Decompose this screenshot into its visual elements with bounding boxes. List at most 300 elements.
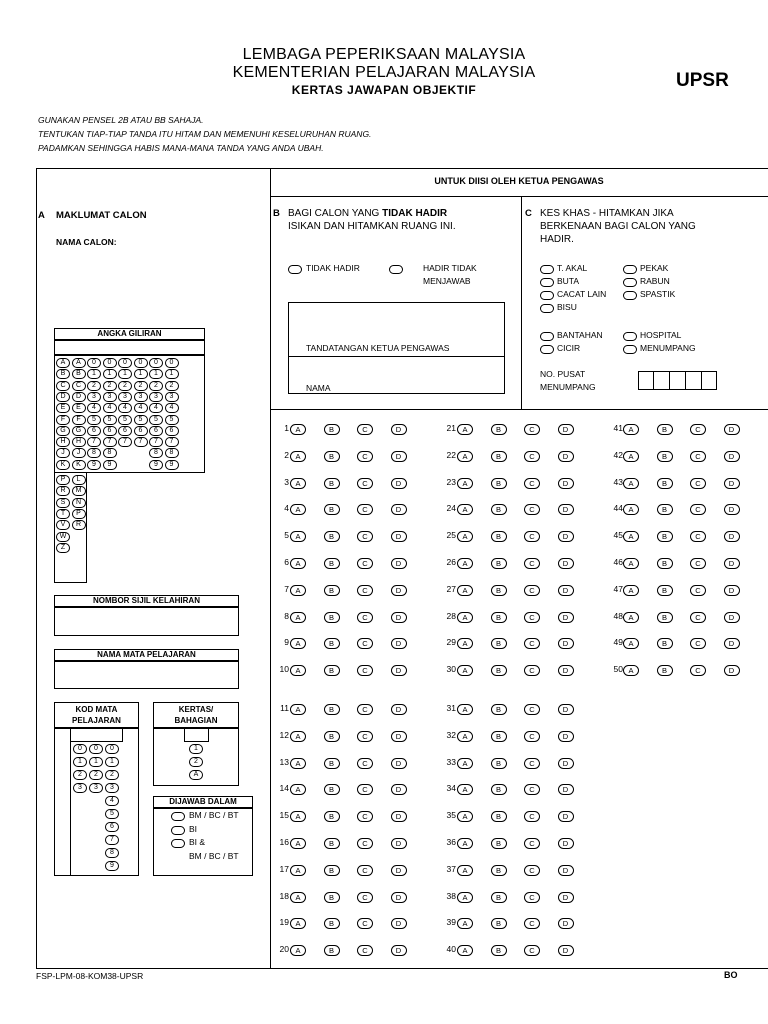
kes-khas-bubble[interactable] [623, 278, 637, 287]
giliran-bubble[interactable]: C [56, 381, 70, 391]
kes-khas-bubble[interactable] [540, 345, 554, 354]
giliran-bubble[interactable]: 9 [103, 460, 117, 470]
answer-bubble-a[interactable]: A [290, 478, 306, 489]
answer-bubble-c[interactable]: C [357, 784, 373, 795]
answer-bubble-b[interactable]: B [491, 811, 507, 822]
kod-mata-bubble[interactable]: 1 [73, 757, 87, 767]
giliran-bubble[interactable]: 1 [165, 369, 179, 379]
answer-bubble-b[interactable]: B [324, 638, 340, 649]
answer-bubble-a[interactable]: A [457, 451, 473, 462]
answer-bubble-b[interactable]: B [491, 424, 507, 435]
kertas-bubble-2[interactable]: 2 [189, 757, 203, 767]
answer-bubble-d[interactable]: D [724, 504, 740, 515]
giliran-bubble[interactable]: 3 [134, 392, 148, 402]
kod-mata-bubble[interactable]: 2 [105, 770, 119, 780]
answer-bubble-b[interactable]: B [324, 758, 340, 769]
giliran-bubble[interactable]: Z [56, 543, 70, 553]
answer-bubble-c[interactable]: C [524, 892, 540, 903]
answer-bubble-c[interactable]: C [524, 838, 540, 849]
giliran-bubble[interactable]: 7 [87, 437, 101, 447]
answer-bubble-a[interactable]: A [290, 638, 306, 649]
giliran-bubble[interactable]: 6 [165, 426, 179, 436]
answer-bubble-d[interactable]: D [558, 784, 574, 795]
answer-bubble-d[interactable]: D [724, 531, 740, 542]
answer-bubble-c[interactable]: C [357, 585, 373, 596]
answer-bubble-c[interactable]: C [357, 838, 373, 849]
answer-bubble-b[interactable]: B [491, 612, 507, 623]
answer-bubble-d[interactable]: D [391, 424, 407, 435]
answer-bubble-c[interactable]: C [524, 504, 540, 515]
answer-bubble-c[interactable]: C [357, 558, 373, 569]
giliran-bubble[interactable]: R [72, 520, 86, 530]
giliran-bubble[interactable]: G [72, 426, 86, 436]
tidak-hadir-bubble[interactable] [288, 265, 302, 274]
answer-bubble-c[interactable]: C [524, 811, 540, 822]
dijawab-bi-bm-bubble[interactable] [171, 839, 185, 848]
answer-bubble-d[interactable]: D [724, 665, 740, 676]
giliran-bubble[interactable]: 2 [87, 381, 101, 391]
answer-bubble-d[interactable]: D [558, 811, 574, 822]
answer-bubble-a[interactable]: A [457, 531, 473, 542]
answer-bubble-c[interactable]: C [524, 585, 540, 596]
answer-bubble-a[interactable]: A [457, 892, 473, 903]
answer-bubble-b[interactable]: B [491, 892, 507, 903]
answer-bubble-b[interactable]: B [324, 665, 340, 676]
answer-bubble-c[interactable]: C [524, 665, 540, 676]
answer-bubble-c[interactable]: C [524, 865, 540, 876]
kod-mata-bubble[interactable]: 0 [73, 744, 87, 754]
kes-khas-bubble[interactable] [623, 332, 637, 341]
giliran-bubble[interactable]: 0 [103, 358, 117, 368]
answer-bubble-b[interactable]: B [324, 811, 340, 822]
kod-mata-bubble[interactable]: 5 [105, 809, 119, 819]
kod-mata-bubble[interactable]: 1 [105, 757, 119, 767]
giliran-bubble[interactable]: 3 [165, 392, 179, 402]
answer-bubble-b[interactable]: B [324, 892, 340, 903]
giliran-bubble[interactable]: J [72, 448, 86, 458]
giliran-bubble[interactable]: W [56, 532, 70, 542]
answer-bubble-a[interactable]: A [290, 892, 306, 903]
answer-bubble-c[interactable]: C [357, 665, 373, 676]
answer-bubble-d[interactable]: D [558, 638, 574, 649]
answer-bubble-b[interactable]: B [491, 478, 507, 489]
answer-bubble-c[interactable]: C [357, 758, 373, 769]
answer-bubble-c[interactable]: C [524, 638, 540, 649]
giliran-bubble[interactable]: 5 [149, 415, 163, 425]
kod-mata-bubble[interactable]: 2 [89, 770, 103, 780]
answer-bubble-c[interactable]: C [357, 451, 373, 462]
answer-bubble-b[interactable]: B [491, 665, 507, 676]
kes-khas-bubble[interactable] [540, 278, 554, 287]
answer-bubble-a[interactable]: A [457, 838, 473, 849]
giliran-bubble[interactable]: T [56, 509, 70, 519]
answer-bubble-a[interactable]: A [290, 838, 306, 849]
answer-bubble-b[interactable]: B [491, 838, 507, 849]
answer-bubble-a[interactable]: A [290, 558, 306, 569]
giliran-bubble[interactable]: S [56, 498, 70, 508]
giliran-bubble[interactable]: A [56, 358, 70, 368]
giliran-bubble[interactable]: N [72, 498, 86, 508]
answer-bubble-d[interactable]: D [558, 731, 574, 742]
kes-khas-bubble[interactable] [540, 291, 554, 300]
giliran-bubble[interactable]: 3 [87, 392, 101, 402]
answer-bubble-d[interactable]: D [558, 424, 574, 435]
answer-bubble-d[interactable]: D [391, 638, 407, 649]
answer-bubble-b[interactable]: B [491, 504, 507, 515]
answer-bubble-a[interactable]: A [290, 531, 306, 542]
answer-bubble-c[interactable]: C [690, 504, 706, 515]
answer-bubble-b[interactable]: B [491, 558, 507, 569]
answer-bubble-d[interactable]: D [558, 558, 574, 569]
answer-bubble-a[interactable]: A [457, 784, 473, 795]
giliran-bubble[interactable]: H [56, 437, 70, 447]
answer-bubble-c[interactable]: C [690, 665, 706, 676]
answer-bubble-a[interactable]: A [623, 665, 639, 676]
answer-bubble-b[interactable]: B [491, 731, 507, 742]
giliran-bubble[interactable]: 6 [118, 426, 132, 436]
giliran-bubble[interactable]: 1 [149, 369, 163, 379]
answer-bubble-a[interactable]: A [290, 424, 306, 435]
answer-bubble-d[interactable]: D [558, 504, 574, 515]
answer-bubble-d[interactable]: D [391, 945, 407, 956]
answer-bubble-c[interactable]: C [357, 865, 373, 876]
giliran-bubble[interactable]: B [56, 369, 70, 379]
answer-bubble-c[interactable]: C [524, 424, 540, 435]
giliran-bubble[interactable]: 5 [134, 415, 148, 425]
giliran-bubble[interactable]: 8 [165, 448, 179, 458]
answer-bubble-a[interactable]: A [290, 865, 306, 876]
giliran-bubble[interactable]: 6 [87, 426, 101, 436]
kod-mata-bubble[interactable]: 0 [105, 744, 119, 754]
answer-bubble-c[interactable]: C [690, 612, 706, 623]
dijawab-bm-bubble[interactable] [171, 812, 185, 821]
nama-mata-field[interactable] [54, 661, 239, 689]
giliran-bubble[interactable]: 8 [103, 448, 117, 458]
giliran-bubble[interactable]: A [72, 358, 86, 368]
kes-khas-bubble[interactable] [540, 304, 554, 313]
answer-bubble-a[interactable]: A [457, 478, 473, 489]
answer-bubble-c[interactable]: C [690, 585, 706, 596]
giliran-bubble[interactable]: 1 [87, 369, 101, 379]
answer-bubble-b[interactable]: B [491, 945, 507, 956]
answer-bubble-b[interactable]: B [324, 838, 340, 849]
giliran-bubble[interactable]: 8 [87, 448, 101, 458]
answer-bubble-b[interactable]: B [657, 531, 673, 542]
answer-bubble-a[interactable]: A [457, 811, 473, 822]
answer-bubble-a[interactable]: A [290, 731, 306, 742]
kod-mata-bubble[interactable]: 0 [89, 744, 103, 754]
answer-bubble-b[interactable]: B [324, 704, 340, 715]
giliran-bubble[interactable]: 2 [134, 381, 148, 391]
answer-bubble-d[interactable]: D [391, 531, 407, 542]
answer-bubble-c[interactable]: C [524, 784, 540, 795]
giliran-bubble[interactable]: 2 [103, 381, 117, 391]
kes-khas-bubble[interactable] [540, 265, 554, 274]
kes-khas-bubble[interactable] [623, 265, 637, 274]
answer-bubble-d[interactable]: D [724, 638, 740, 649]
answer-bubble-b[interactable]: B [491, 918, 507, 929]
answer-bubble-a[interactable]: A [290, 612, 306, 623]
answer-bubble-a[interactable]: A [623, 558, 639, 569]
answer-bubble-b[interactable]: B [491, 638, 507, 649]
giliran-bubble[interactable]: E [56, 403, 70, 413]
answer-bubble-b[interactable]: B [324, 731, 340, 742]
answer-bubble-d[interactable]: D [391, 838, 407, 849]
answer-bubble-a[interactable]: A [457, 704, 473, 715]
giliran-bubble[interactable]: 4 [87, 403, 101, 413]
kes-khas-bubble[interactable] [540, 332, 554, 341]
answer-bubble-b[interactable]: B [657, 585, 673, 596]
giliran-bubble[interactable]: 4 [118, 403, 132, 413]
giliran-bubble[interactable]: 4 [103, 403, 117, 413]
answer-bubble-d[interactable]: D [391, 612, 407, 623]
answer-bubble-c[interactable]: C [357, 945, 373, 956]
answer-bubble-d[interactable]: D [558, 758, 574, 769]
answer-bubble-c[interactable]: C [524, 945, 540, 956]
answer-bubble-d[interactable]: D [558, 892, 574, 903]
giliran-bubble[interactable]: K [72, 460, 86, 470]
giliran-bubble[interactable]: 7 [134, 437, 148, 447]
giliran-bubble[interactable]: 2 [165, 381, 179, 391]
kod-mata-bubble[interactable]: 2 [73, 770, 87, 780]
giliran-bubble[interactable]: 2 [118, 381, 132, 391]
answer-bubble-d[interactable]: D [724, 558, 740, 569]
answer-bubble-a[interactable]: A [457, 585, 473, 596]
giliran-bubble[interactable]: 0 [87, 358, 101, 368]
giliran-bubble[interactable]: 3 [149, 392, 163, 402]
giliran-bubble[interactable]: G [56, 426, 70, 436]
answer-bubble-d[interactable]: D [724, 612, 740, 623]
kertas-bubble-a[interactable]: A [189, 770, 203, 780]
kod-mata-entry[interactable] [70, 728, 123, 742]
giliran-bubble[interactable]: 6 [134, 426, 148, 436]
giliran-bubble[interactable]: 5 [165, 415, 179, 425]
giliran-bubble[interactable]: V [56, 520, 70, 530]
answer-bubble-a[interactable]: A [290, 704, 306, 715]
answer-bubble-d[interactable]: D [391, 504, 407, 515]
answer-bubble-b[interactable]: B [491, 531, 507, 542]
answer-bubble-d[interactable]: D [391, 558, 407, 569]
giliran-bubble[interactable]: M [72, 486, 86, 496]
no-pusat-field[interactable] [638, 371, 717, 390]
answer-bubble-a[interactable]: A [623, 424, 639, 435]
answer-bubble-c[interactable]: C [357, 811, 373, 822]
giliran-bubble[interactable]: J [56, 448, 70, 458]
answer-bubble-a[interactable]: A [290, 811, 306, 822]
giliran-bubble[interactable]: 3 [118, 392, 132, 402]
answer-bubble-b[interactable]: B [657, 665, 673, 676]
kes-khas-bubble[interactable] [623, 345, 637, 354]
kod-mata-bubble[interactable]: 8 [105, 848, 119, 858]
giliran-bubble[interactable]: 0 [165, 358, 179, 368]
answer-bubble-b[interactable]: B [657, 638, 673, 649]
answer-bubble-a[interactable]: A [623, 638, 639, 649]
answer-bubble-c[interactable]: C [357, 424, 373, 435]
answer-bubble-d[interactable]: D [391, 865, 407, 876]
kod-mata-bubble[interactable]: 7 [105, 835, 119, 845]
answer-bubble-c[interactable]: C [690, 638, 706, 649]
answer-bubble-a[interactable]: A [623, 585, 639, 596]
answer-bubble-c[interactable]: C [357, 918, 373, 929]
giliran-bubble[interactable]: F [72, 415, 86, 425]
dijawab-bi-bubble[interactable] [171, 826, 185, 835]
answer-bubble-b[interactable]: B [657, 424, 673, 435]
giliran-bubble[interactable]: L [72, 475, 86, 485]
kertas-bubble-1[interactable]: 1 [189, 744, 203, 754]
giliran-bubble[interactable]: 9 [87, 460, 101, 470]
giliran-bubble[interactable]: 0 [134, 358, 148, 368]
giliran-bubble[interactable]: D [56, 392, 70, 402]
answer-bubble-a[interactable]: A [457, 558, 473, 569]
giliran-bubble[interactable]: E [72, 403, 86, 413]
answer-bubble-d[interactable]: D [391, 811, 407, 822]
answer-bubble-b[interactable]: B [324, 424, 340, 435]
answer-bubble-d[interactable]: D [558, 918, 574, 929]
giliran-bubble[interactable]: 5 [87, 415, 101, 425]
answer-bubble-a[interactable]: A [457, 665, 473, 676]
answer-bubble-c[interactable]: C [690, 531, 706, 542]
answer-bubble-c[interactable]: C [524, 731, 540, 742]
kod-mata-bubble[interactable]: 3 [73, 783, 87, 793]
answer-bubble-d[interactable]: D [558, 451, 574, 462]
kod-mata-bubble[interactable]: 4 [105, 796, 119, 806]
giliran-bubble[interactable]: H [72, 437, 86, 447]
giliran-bubble[interactable]: 7 [118, 437, 132, 447]
answer-bubble-b[interactable]: B [491, 704, 507, 715]
giliran-bubble[interactable]: B [72, 369, 86, 379]
answer-bubble-d[interactable]: D [391, 704, 407, 715]
answer-bubble-b[interactable]: B [491, 451, 507, 462]
answer-bubble-b[interactable]: B [324, 612, 340, 623]
answer-bubble-d[interactable]: D [391, 731, 407, 742]
kod-mata-bubble[interactable]: 3 [105, 783, 119, 793]
answer-bubble-b[interactable]: B [324, 451, 340, 462]
answer-bubble-c[interactable]: C [357, 504, 373, 515]
answer-bubble-b[interactable]: B [324, 478, 340, 489]
answer-bubble-a[interactable]: A [457, 731, 473, 742]
giliran-bubble[interactable]: 4 [134, 403, 148, 413]
answer-bubble-a[interactable]: A [290, 945, 306, 956]
answer-bubble-a[interactable]: A [457, 638, 473, 649]
answer-bubble-a[interactable]: A [623, 478, 639, 489]
answer-bubble-a[interactable]: A [457, 504, 473, 515]
giliran-bubble[interactable]: 1 [134, 369, 148, 379]
answer-bubble-d[interactable]: D [558, 478, 574, 489]
kes-khas-bubble[interactable] [623, 291, 637, 300]
giliran-bubble[interactable]: 0 [118, 358, 132, 368]
answer-bubble-d[interactable]: D [558, 612, 574, 623]
giliran-bubble[interactable]: 5 [118, 415, 132, 425]
answer-bubble-d[interactable]: D [724, 478, 740, 489]
answer-bubble-b[interactable]: B [324, 784, 340, 795]
answer-bubble-a[interactable]: A [457, 918, 473, 929]
giliran-bubble[interactable]: 2 [149, 381, 163, 391]
answer-bubble-b[interactable]: B [324, 865, 340, 876]
giliran-bubble[interactable]: 6 [149, 426, 163, 436]
answer-bubble-d[interactable]: D [724, 424, 740, 435]
answer-bubble-b[interactable]: B [324, 558, 340, 569]
answer-bubble-a[interactable]: A [457, 424, 473, 435]
answer-bubble-a[interactable]: A [290, 758, 306, 769]
answer-bubble-a[interactable]: A [457, 865, 473, 876]
giliran-bubble[interactable]: F [56, 415, 70, 425]
answer-bubble-c[interactable]: C [524, 478, 540, 489]
answer-bubble-d[interactable]: D [558, 531, 574, 542]
answer-bubble-a[interactable]: A [623, 504, 639, 515]
giliran-bubble[interactable]: 6 [103, 426, 117, 436]
giliran-bubble[interactable]: 1 [118, 369, 132, 379]
hadir-tidak-menjawab-bubble[interactable] [389, 265, 403, 274]
answer-bubble-b[interactable]: B [491, 758, 507, 769]
answer-bubble-c[interactable]: C [357, 704, 373, 715]
answer-bubble-d[interactable]: D [724, 451, 740, 462]
answer-bubble-c[interactable]: C [690, 558, 706, 569]
answer-bubble-c[interactable]: C [524, 704, 540, 715]
angka-giliran-entry[interactable] [54, 340, 205, 355]
giliran-bubble[interactable]: 9 [149, 460, 163, 470]
answer-bubble-a[interactable]: A [290, 585, 306, 596]
kod-mata-bubble[interactable]: 1 [89, 757, 103, 767]
giliran-bubble[interactable]: 1 [103, 369, 117, 379]
giliran-bubble[interactable]: D [72, 392, 86, 402]
answer-bubble-a[interactable]: A [290, 665, 306, 676]
answer-bubble-c[interactable]: C [690, 451, 706, 462]
answer-bubble-c[interactable]: C [524, 918, 540, 929]
kertas-entry[interactable] [184, 728, 209, 742]
answer-bubble-b[interactable]: B [324, 918, 340, 929]
answer-bubble-a[interactable]: A [623, 531, 639, 542]
giliran-bubble[interactable]: 4 [149, 403, 163, 413]
giliran-bubble[interactable]: 7 [165, 437, 179, 447]
answer-bubble-b[interactable]: B [657, 451, 673, 462]
kod-mata-bubble[interactable]: 6 [105, 822, 119, 832]
giliran-bubble[interactable]: 3 [103, 392, 117, 402]
giliran-bubble[interactable]: 4 [165, 403, 179, 413]
answer-bubble-c[interactable]: C [357, 892, 373, 903]
answer-bubble-a[interactable]: A [290, 784, 306, 795]
giliran-bubble[interactable]: P [72, 509, 86, 519]
answer-bubble-d[interactable]: D [391, 892, 407, 903]
answer-bubble-b[interactable]: B [657, 478, 673, 489]
answer-bubble-b[interactable]: B [491, 865, 507, 876]
giliran-bubble[interactable]: R [56, 486, 70, 496]
answer-bubble-b[interactable]: B [324, 531, 340, 542]
answer-bubble-d[interactable]: D [558, 665, 574, 676]
answer-bubble-c[interactable]: C [357, 612, 373, 623]
answer-bubble-b[interactable]: B [491, 585, 507, 596]
answer-bubble-a[interactable]: A [290, 504, 306, 515]
giliran-bubble[interactable]: 7 [103, 437, 117, 447]
answer-bubble-b[interactable]: B [491, 784, 507, 795]
answer-bubble-d[interactable]: D [558, 585, 574, 596]
answer-bubble-c[interactable]: C [357, 531, 373, 542]
giliran-bubble[interactable]: 9 [165, 460, 179, 470]
answer-bubble-c[interactable]: C [524, 612, 540, 623]
answer-bubble-d[interactable]: D [391, 665, 407, 676]
answer-bubble-d[interactable]: D [391, 451, 407, 462]
answer-bubble-c[interactable]: C [357, 638, 373, 649]
giliran-bubble[interactable]: 7 [149, 437, 163, 447]
answer-bubble-a[interactable]: A [457, 612, 473, 623]
answer-bubble-d[interactable]: D [391, 758, 407, 769]
answer-bubble-b[interactable]: B [324, 585, 340, 596]
giliran-bubble[interactable]: 0 [149, 358, 163, 368]
answer-bubble-b[interactable]: B [657, 504, 673, 515]
answer-bubble-c[interactable]: C [524, 451, 540, 462]
answer-bubble-c[interactable]: C [357, 731, 373, 742]
answer-bubble-c[interactable]: C [690, 478, 706, 489]
answer-bubble-d[interactable]: D [724, 585, 740, 596]
